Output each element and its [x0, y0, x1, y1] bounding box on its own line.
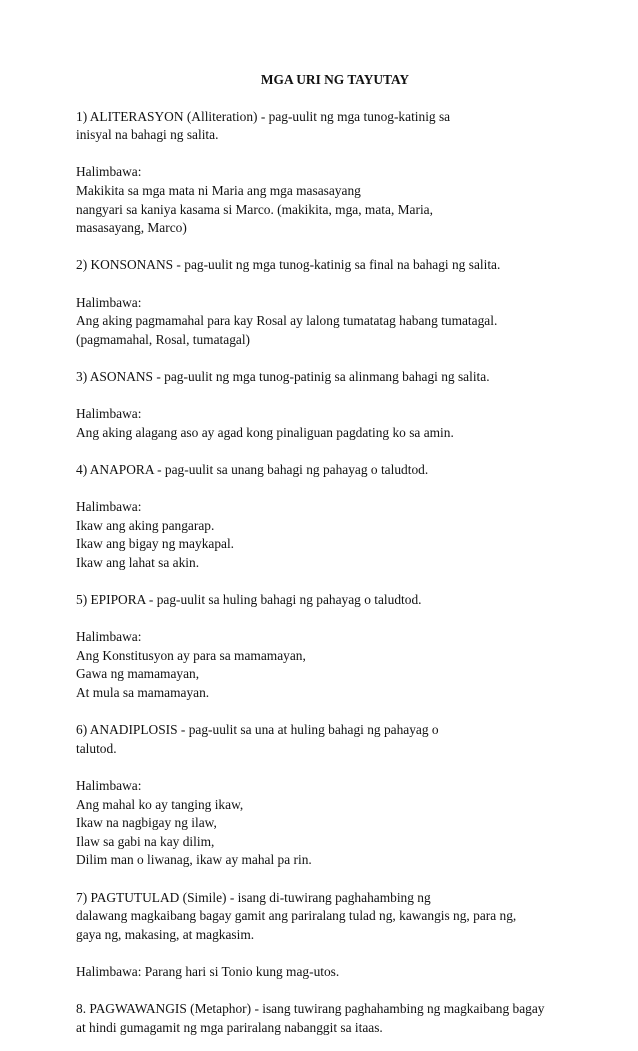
example-line: nangyari sa kaniya kasama si Marco. (makikita, mga, mata, Maria,	[76, 201, 433, 217]
example-label: Halimbawa:	[76, 499, 142, 515]
spacer	[76, 758, 576, 777]
definition-line: talutod.	[76, 740, 117, 756]
definition-line: 6) ANADIPLOSIS - pag-uulit sa una at huling bahagi ng pahayag o	[76, 722, 439, 738]
section-1	[76, 108, 576, 238]
spacer	[76, 944, 576, 963]
spacer	[76, 349, 576, 368]
spacer	[76, 442, 576, 461]
spacer	[76, 982, 576, 1001]
definition-line: 1) ALITERASYON (Alliteration) - pag-uulit ng mga tunog-katinig sa	[76, 108, 451, 124]
section-4	[76, 461, 576, 573]
section-8	[76, 1000, 576, 1037]
example-line: Ikaw ang bigay ng maykapal.	[76, 536, 235, 552]
definition-line: at hindi gumagamit ng mga pariralang nabanggit sa itaas.	[76, 1019, 383, 1035]
definition-line: 5) EPIPORA - pag-uulit sa huling bahagi ng pahayag o taludtod.	[76, 592, 422, 608]
definition-line: gaya ng, makasing, at magkasim.	[76, 926, 255, 942]
section-5	[76, 591, 576, 703]
example-label: Halimbawa:	[76, 629, 142, 645]
example-line: Ang aking alagang aso ay agad kong pinaliguan pagdating ko sa amin.	[76, 424, 454, 440]
spacer	[76, 275, 576, 294]
definition-line: 4) ANAPORA - pag-uulit sa unang bahagi ng pahayag o taludtod.	[76, 461, 429, 477]
example-line: Ikaw ang aking pangarap.	[76, 517, 215, 533]
spacer	[76, 703, 576, 722]
example-line: At mula sa mamamayan.	[76, 685, 210, 700]
definition-line: inisyal na bahagi ng salita.	[76, 127, 219, 143]
document-title: MGA URI NG TAYUTAY	[260, 72, 410, 87]
example-label: Halimbawa:	[76, 406, 142, 422]
definition-line: 3) ASONANS - pag-uulit ng mga tunog-patinig sa alinmang bahagi ng salita.	[76, 368, 490, 384]
example-line: Halimbawa: Parang hari si Tonio kung mag-utos.	[76, 963, 340, 979]
definition-line: 8. PAGWAWANGIS (Metaphor) - isang tuwirang paghahambing ng magkaibang bagay	[76, 1001, 545, 1017]
example-line: Makikita sa mga mata ni Maria ang mga masasayang	[76, 182, 361, 198]
example-line: masasayang, Marco)	[76, 220, 187, 236]
spacer	[76, 238, 576, 257]
section-6	[76, 721, 576, 870]
definition-line: 2) KONSONANS - pag-uulit ng mga tunog-katinig sa final na bahagi ng salita.	[76, 257, 501, 273]
definition-line: 7) PAGTUTULAD (Simile) - isang di-tuwirang paghahambing ng	[76, 889, 431, 905]
example-label: Halimbawa:	[76, 777, 142, 793]
sections-container	[76, 108, 576, 1038]
section-2	[76, 256, 576, 349]
example-line: Ang Konstitusyon ay para sa mamamayan,	[76, 647, 306, 663]
example-label: Halimbawa:	[76, 294, 142, 310]
example-line: Ikaw na nagbigay ng ilaw,	[76, 815, 217, 831]
definition-line: dalawang magkaibang bagay gamit ang pariralang tulad ng, kawangis ng, para ng,	[76, 908, 517, 924]
section-7	[76, 889, 576, 982]
spacer	[76, 572, 576, 591]
example-line: Ilaw sa gabi na kay dilim,	[76, 833, 215, 849]
spacer	[76, 479, 576, 498]
example-line: Ang mahal ko ay tanging ikaw,	[76, 796, 244, 812]
spacer	[76, 610, 576, 629]
example-line: (pagmamahal, Rosal, tumatagal)	[76, 331, 251, 347]
example-line: Gawa ng mamamayan,	[76, 666, 200, 682]
spacer	[76, 145, 576, 164]
spacer	[76, 870, 576, 889]
example-label: Halimbawa:	[76, 164, 142, 180]
example-line: Ikaw ang lahat sa akin.	[76, 554, 200, 570]
section-3	[76, 368, 576, 442]
spacer	[76, 387, 576, 406]
example-line: Dilim man o liwanag, ikaw ay mahal pa rin.	[76, 852, 312, 868]
document-page	[76, 71, 576, 1037]
example-line: Ang aking pagmamahal para kay Rosal ay lalong tumatatag habang tumatagal.	[76, 313, 498, 329]
